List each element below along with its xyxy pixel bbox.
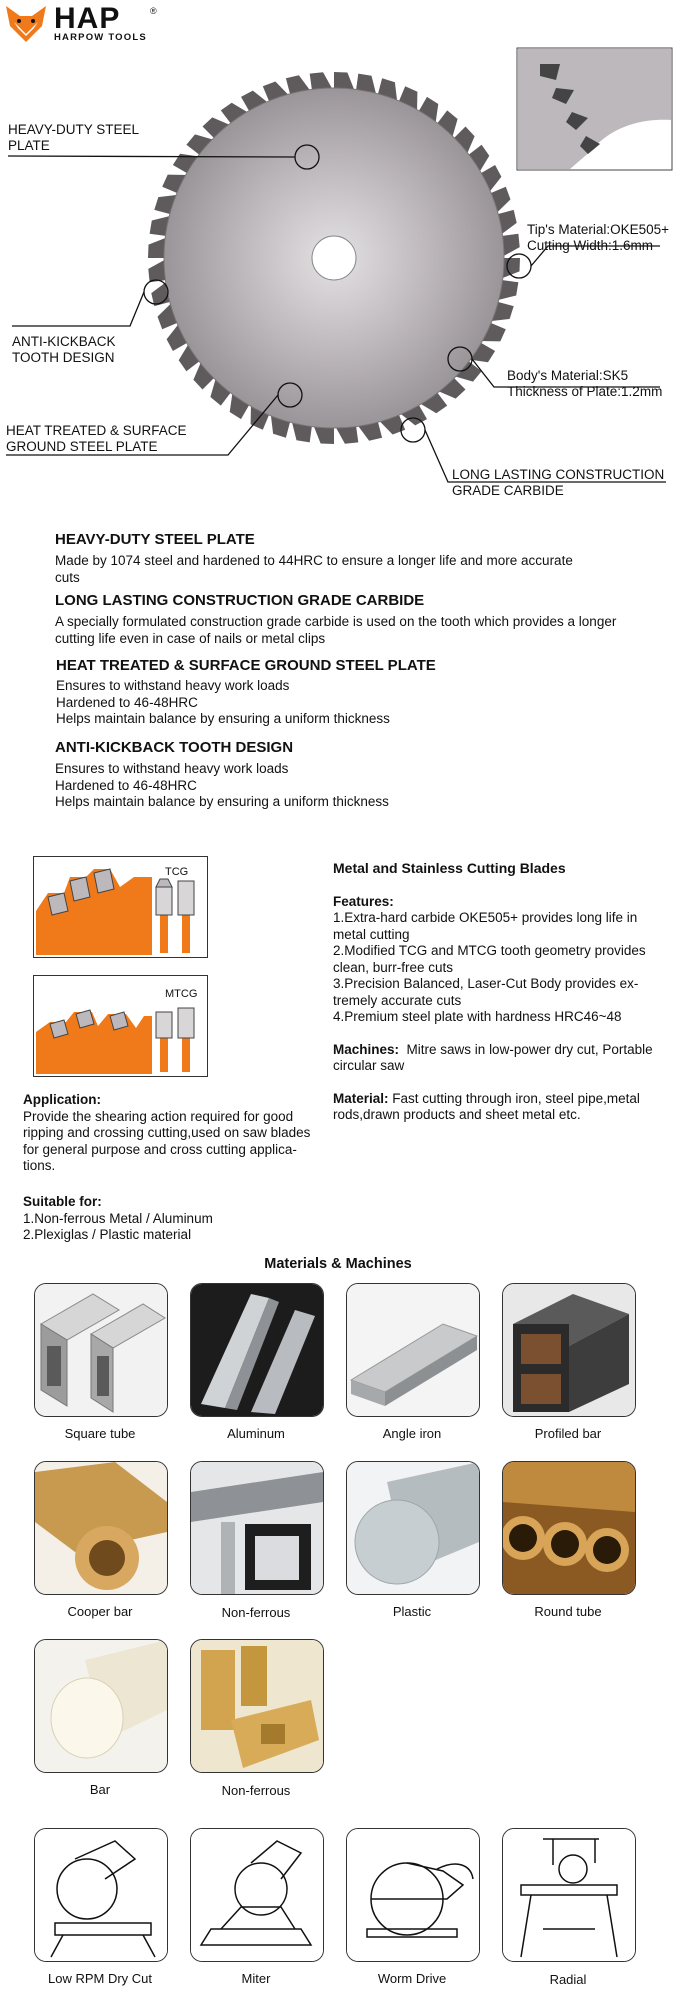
brand-tagline: HARPOW TOOLS [54, 32, 147, 43]
machine-card-radial [502, 1828, 636, 1962]
aluminum-profile-icon [191, 1284, 323, 1416]
worm-drive-saw-icon [347, 1829, 479, 1961]
machine-card-miter [190, 1828, 324, 1962]
miter-saw-icon [191, 1829, 323, 1961]
materials-title: Materials & Machines [264, 1256, 412, 1272]
bar-icon [35, 1640, 167, 1772]
plastic-rod-icon [347, 1462, 479, 1594]
mtcg-tooth-diagram [33, 975, 208, 1077]
suitable-block: Suitable for: 1.Non-ferrous Metal / Aluminum 2.Plexiglas / Plastic material [23, 1194, 323, 1244]
radial-saw-icon [503, 1829, 635, 1961]
spec-features-label: Features: [333, 893, 394, 909]
material-caption: Profiled bar [534, 1426, 602, 1441]
registered-mark: ® [150, 6, 157, 16]
brand-name: HAP [54, 2, 121, 35]
non-ferrous-profile-icon [191, 1462, 323, 1594]
feature-anti-kickback: ANTI-KICKBACK TOOTH DESIGN Ensures to withstand heavy work loads Hardened to 46-48HRC Helps maintain balance by ensuring a uniform thickness [55, 739, 389, 809]
suitable-label: Suitable for: [23, 1194, 102, 1209]
arbor-hole [312, 236, 356, 280]
machine-caption: Radial [549, 1972, 587, 1987]
label-tip-material: Tip's Material:OKE505+ Cutting Width:1.6mm [527, 222, 670, 253]
label-anti-kickback: ANTI-KICKBACK TOOTH DESIGN [12, 334, 116, 365]
spec-machines: Machines: Mitre saws in low-power dry cut, Portable circular saw [333, 1041, 653, 1073]
material-card-profiled-bar [502, 1283, 636, 1417]
spec-material: Material: Fast cutting through iron, steel pipe,metal rods,drawn products and sheet metal etc. [333, 1090, 640, 1122]
label-long-lasting: LONG LASTING CONSTRUCTION GRADE CARBIDE [452, 467, 665, 498]
tcg-tooth-diagram [33, 856, 208, 958]
material-card-non-ferrous [190, 1461, 324, 1595]
material-card-aluminum [190, 1283, 324, 1417]
machine-caption: Worm Drive [377, 1971, 447, 1986]
machine-card-dry-cut [34, 1828, 168, 1962]
material-caption: Non-ferrous [221, 1783, 291, 1798]
angle-iron-icon [347, 1284, 479, 1416]
material-card-copper-bar [34, 1461, 168, 1595]
material-caption: Plastic [392, 1604, 432, 1619]
application-block: Application: Provide the shearing action required for good ripping and crossing cutting,used on saw blades for general purpose and cross cutting applica- tions. [23, 1092, 323, 1175]
material-card-square-tube [34, 1283, 168, 1417]
material-caption: Angle iron [382, 1426, 442, 1441]
tcg-label: TCG [165, 866, 189, 878]
spec-features-list: 1.Extra-hard carbide OKE505+ provides long life in metal cutting 2.Modified TCG and MTCG tooth geometry provides clean, burr-free cuts 3.Precision Balanced, Laser-Cut Body provides ex- tremely accurate cuts 4.Premium steel plate with hardness HRC46~48 [333, 910, 646, 1024]
spec-block [333, 860, 673, 1124]
material-caption: Cooper bar [67, 1604, 133, 1619]
machine-caption: Low RPM Dry Cut [47, 1971, 153, 1986]
profiled-bar-icon [503, 1284, 635, 1416]
mtcg-label: MTCG [165, 988, 198, 1000]
brass-profile-icon [191, 1640, 323, 1772]
copper-bar-icon [35, 1462, 167, 1594]
label-steel-plate: HEAVY-DUTY STEEL PLATE [8, 122, 140, 153]
machine-caption: Miter [241, 1971, 271, 1986]
square-tube-icon [35, 1284, 167, 1416]
label-body-material: Body's Material:SK5 Thickness of Plate:1.2mm [507, 368, 663, 399]
material-caption: Bar [89, 1782, 111, 1797]
material-card-angle-iron [346, 1283, 480, 1417]
dry-cut-saw-icon [35, 1829, 167, 1961]
material-caption: Round tube [534, 1604, 602, 1619]
feature-steel-plate: HEAVY-DUTY STEEL PLATE Made by 1074 steel and hardened to 44HRC to ensure a longer life and more accurate cuts [55, 531, 573, 585]
spec-title: Metal and Stainless Cutting Blades [333, 860, 566, 876]
label-heat-treated: HEAT TREATED & SURFACE GROUND STEEL PLATE [6, 423, 187, 454]
material-caption: Square tube [64, 1426, 136, 1441]
material-card-brass-profile [190, 1639, 324, 1773]
feature-carbide: LONG LASTING CONSTRUCTION GRADE CARBIDE A specially formulated construction grade carbide is used on the tooth which provides a longer cutting life even in case of nails or metal clips [55, 592, 617, 646]
material-card-bar [34, 1639, 168, 1773]
application-label: Application: [23, 1092, 101, 1107]
machine-card-worm-drive [346, 1828, 480, 1962]
material-card-plastic [346, 1461, 480, 1595]
material-caption: Aluminum [227, 1426, 285, 1441]
material-card-round-tube [502, 1461, 636, 1595]
round-tube-icon [503, 1462, 635, 1594]
feature-heat-treated: HEAT TREATED & SURFACE GROUND STEEL PLATE Ensures to withstand heavy work loads Hardened to 46-48HRC Helps maintain balance by ensuring a uniform thickness [56, 657, 436, 726]
material-caption: Non-ferrous [221, 1605, 291, 1620]
